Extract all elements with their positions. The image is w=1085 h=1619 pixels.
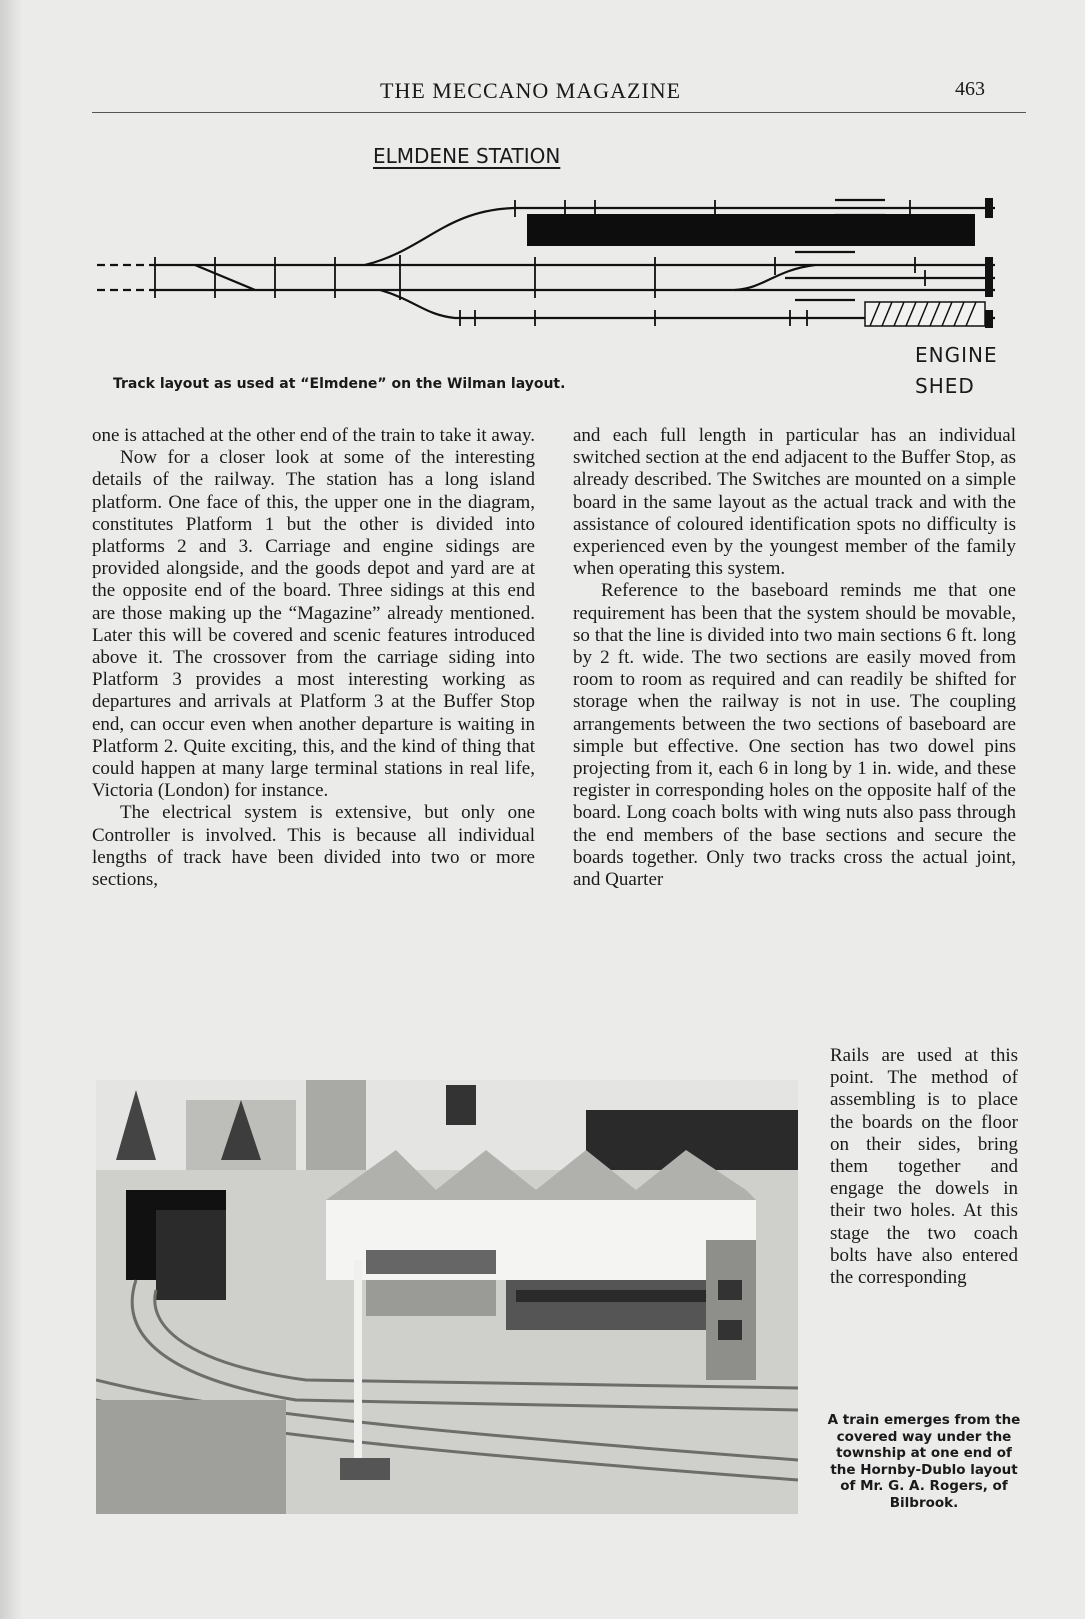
paragraph: one is attached at the other end of the train to take it away. bbox=[92, 425, 535, 446]
photo-caption: A train emerges from the covered way under the township at one end of the Hornby-Dublo layout of Mr. G. A. Rogers, of Bilbrook. bbox=[827, 1412, 1021, 1511]
article-narrow-column bbox=[830, 1045, 1018, 1289]
page-header bbox=[0, 72, 1085, 112]
paragraph: Rails are used at this point. The method of assembling is to place the boards on the floor on their sides, bring them together and engage the dowels in their two holes. At this stage the two coach bolts have also entered the corresponding bbox=[830, 1045, 1018, 1289]
paragraph: Reference to the baseboard reminds me that one requirement has been that the system should be movable, so that the line is divided into two main sections 6 ft. long by 2 ft. wide. The two sections are easily moved from room to room as required and can readily be shifted for storage when the railway is not in use. The coupling arrangements between the two sections of baseboard are simple but effective. One section has two dowel pins projecting from it, each 6 in long by 1 in. wide, and these register in corresponding holes on the opposite half of the board. Long coach bolts with wing nuts also pass through the end members of the base sections and secure the boards together. Only two tracks cross the actual joint, and Quarter bbox=[573, 580, 1016, 891]
page-edge-shadow bbox=[0, 0, 22, 1619]
engine-label: ENGINE bbox=[915, 343, 998, 367]
paragraph: The electrical system is extensive, but only one Controller is involved. This is because all individual lengths of track have been divided into two or more sections, bbox=[92, 802, 535, 891]
layout-photograph bbox=[96, 1080, 798, 1514]
running-title: THE MECCANO MAGAZINE bbox=[380, 78, 682, 103]
page-number: 463 bbox=[955, 78, 985, 100]
header-rule bbox=[92, 112, 1026, 113]
diagram-caption: Track layout as used at “Elmdene” on the Wilman layout. bbox=[113, 376, 566, 392]
track-layout-diagram bbox=[95, 140, 1035, 400]
paragraph: Now for a closer look at some of the interesting details of the railway. The station has a long island platform. One face of this, the upper one in the diagram, constitutes Platform 1 but the other is divided into platforms 2 and 3. Carriage and engine sidings are provided alongside, and the goods depot and yard are at the opposite end of the board. Three sidings at this end are those making up the “Magazine” already mentioned. Later this will be covered and scenic features introduced above it. The crossover from the carriage siding into Platform 3 provides a most interesting working as departures and arrivals at Platform 3 at the Buffer Stop end, can occur even when another departure is waiting in Platform 2. Quite exciting, this, and the kind of thing that could happen at many large terminal stations in real life, Victoria (London) for instance. bbox=[92, 447, 535, 802]
diagram-title: ELMDENE STATION bbox=[373, 144, 561, 168]
engine-shed-label bbox=[915, 340, 998, 402]
shed-label: SHED bbox=[915, 374, 975, 398]
article-left-column bbox=[92, 425, 535, 891]
track-schematic bbox=[95, 140, 1035, 370]
paragraph: and each full length in particular has an individual switched section at the end adjacent to the Buffer Stop, as already described. The Switches are mounted on a simple board in the same layout as the actual track and with the assistance of coloured identification spots no difficulty is experienced even by the youngest member of the family when operating this system. bbox=[573, 425, 1016, 580]
article-right-column bbox=[573, 425, 1016, 891]
